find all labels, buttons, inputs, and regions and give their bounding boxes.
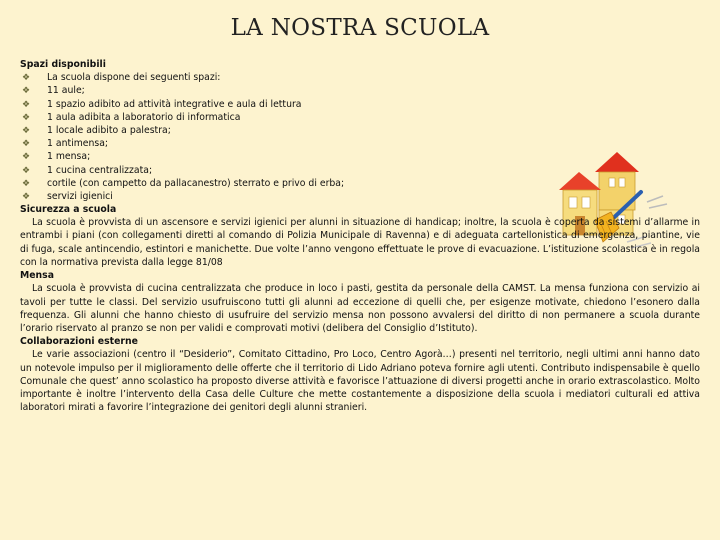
- diamond-bullet-icon: ❖: [22, 112, 31, 123]
- list-item: ❖ 1 aula adibita a laboratorio di informatica: [20, 111, 700, 124]
- list-item: ❖ 1 spazio adibito ad attività integrative e aula di lettura: [20, 98, 700, 111]
- diamond-bullet-icon: ❖: [22, 99, 31, 110]
- spazi-list: [20, 71, 700, 203]
- diamond-bullet-icon: ❖: [22, 86, 31, 97]
- diamond-bullet-icon: ❖: [22, 178, 31, 189]
- list-item: ❖ 1 cucina centralizzata;: [20, 164, 700, 177]
- section-heading-spazi: Spazi disponibili: [20, 59, 106, 70]
- diamond-bullet-icon: ❖: [22, 125, 31, 136]
- diamond-bullet-icon: ❖: [22, 191, 31, 202]
- diamond-bullet-icon: ❖: [22, 152, 31, 163]
- paragraph-mensa: La scuola è provvista di cucina centralizzata che produce in loco i pasti, gestita da personale della CAMST. La mensa funziona con servizio ai tavoli per tutte le classi. Del servizio usufruiscono tutti gli alunni ad eccezione di quelli che, per esigenze motivate, chiedono l’esonero dalla frequenza. Gli alunni che hanno chiesto di usufruire del servizio mensa non possono avvalersi del diritto di non permanere a scuola durante l’orario riservato al pranzo se non per validi e comprovati motivi (delibera del Consiglio d’Istituto).: [20, 283, 700, 334]
- content-body: [20, 58, 700, 414]
- paragraph-collaborazioni: Le varie associazioni (centro il “Desiderio”, Comitato Cittadino, Pro Loco, Centro Agorà…) presenti nel territorio, negli ultimi anni hanno dato un notevole impulso per il miglioramento delle offerte che il territorio di Lido Adriano poteva fornire agli utenti. Contributo indispensabile è quello Comunale che quest’ anno scolastico ha proposto diverse attività e favorisce l’attuazione di diversi progetti anche in orario extrascolastico. Molto importante è inoltre l’intervento della Casa delle Culture che mette costantemente a disposizione della scuola i mediatori culturali ed attiva laboratori mirati a favorire l’integrazione dei genitori degli alunni stranieri.: [20, 349, 700, 414]
- section-heading-collaborazioni: Collaborazioni esterne: [20, 336, 138, 348]
- paragraph-sicurezza: La scuola è provvista di un ascensore e servizi igienici per alunni in situazione di handicap; inoltre, la scuola è coperta da sistemi d’allarme in entrambi i piani (con collegamenti diretti al comando di Polizia Municipale di Ravenna) e di adeguata cartellonistica di emergenza, piantine, vie di fuga, scale antincendio, estintori e manichette. Due volte l’anno vengono effettuate le prove di evacuazione. L’istituzione scolastica è in regola con la normativa prevista dalla legge 81/08: [20, 217, 700, 268]
- list-item: ❖ 1 mensa;: [20, 150, 700, 163]
- list-item: ❖ 1 antimensa;: [20, 137, 700, 150]
- page-title: LA NOSTRA SCUOLA: [230, 15, 490, 41]
- section-heading-mensa: Mensa: [20, 270, 54, 282]
- list-item: ❖ La scuola dispone dei seguenti spazi:: [20, 71, 700, 84]
- list-item: ❖ servizi igienici: [20, 190, 700, 203]
- list-item: ❖ cortile (con campetto da pallacanestro) sterrato e privo di erba;: [20, 177, 700, 190]
- diamond-bullet-icon: ❖: [22, 165, 31, 176]
- diamond-bullet-icon: ❖: [22, 139, 31, 150]
- section-heading-sicurezza: Sicurezza a scuola: [20, 204, 117, 216]
- list-item: ❖ 11 aule;: [20, 84, 700, 97]
- list-item: ❖ 1 locale adibito a palestra;: [20, 124, 700, 137]
- diamond-bullet-icon: ❖: [22, 73, 31, 84]
